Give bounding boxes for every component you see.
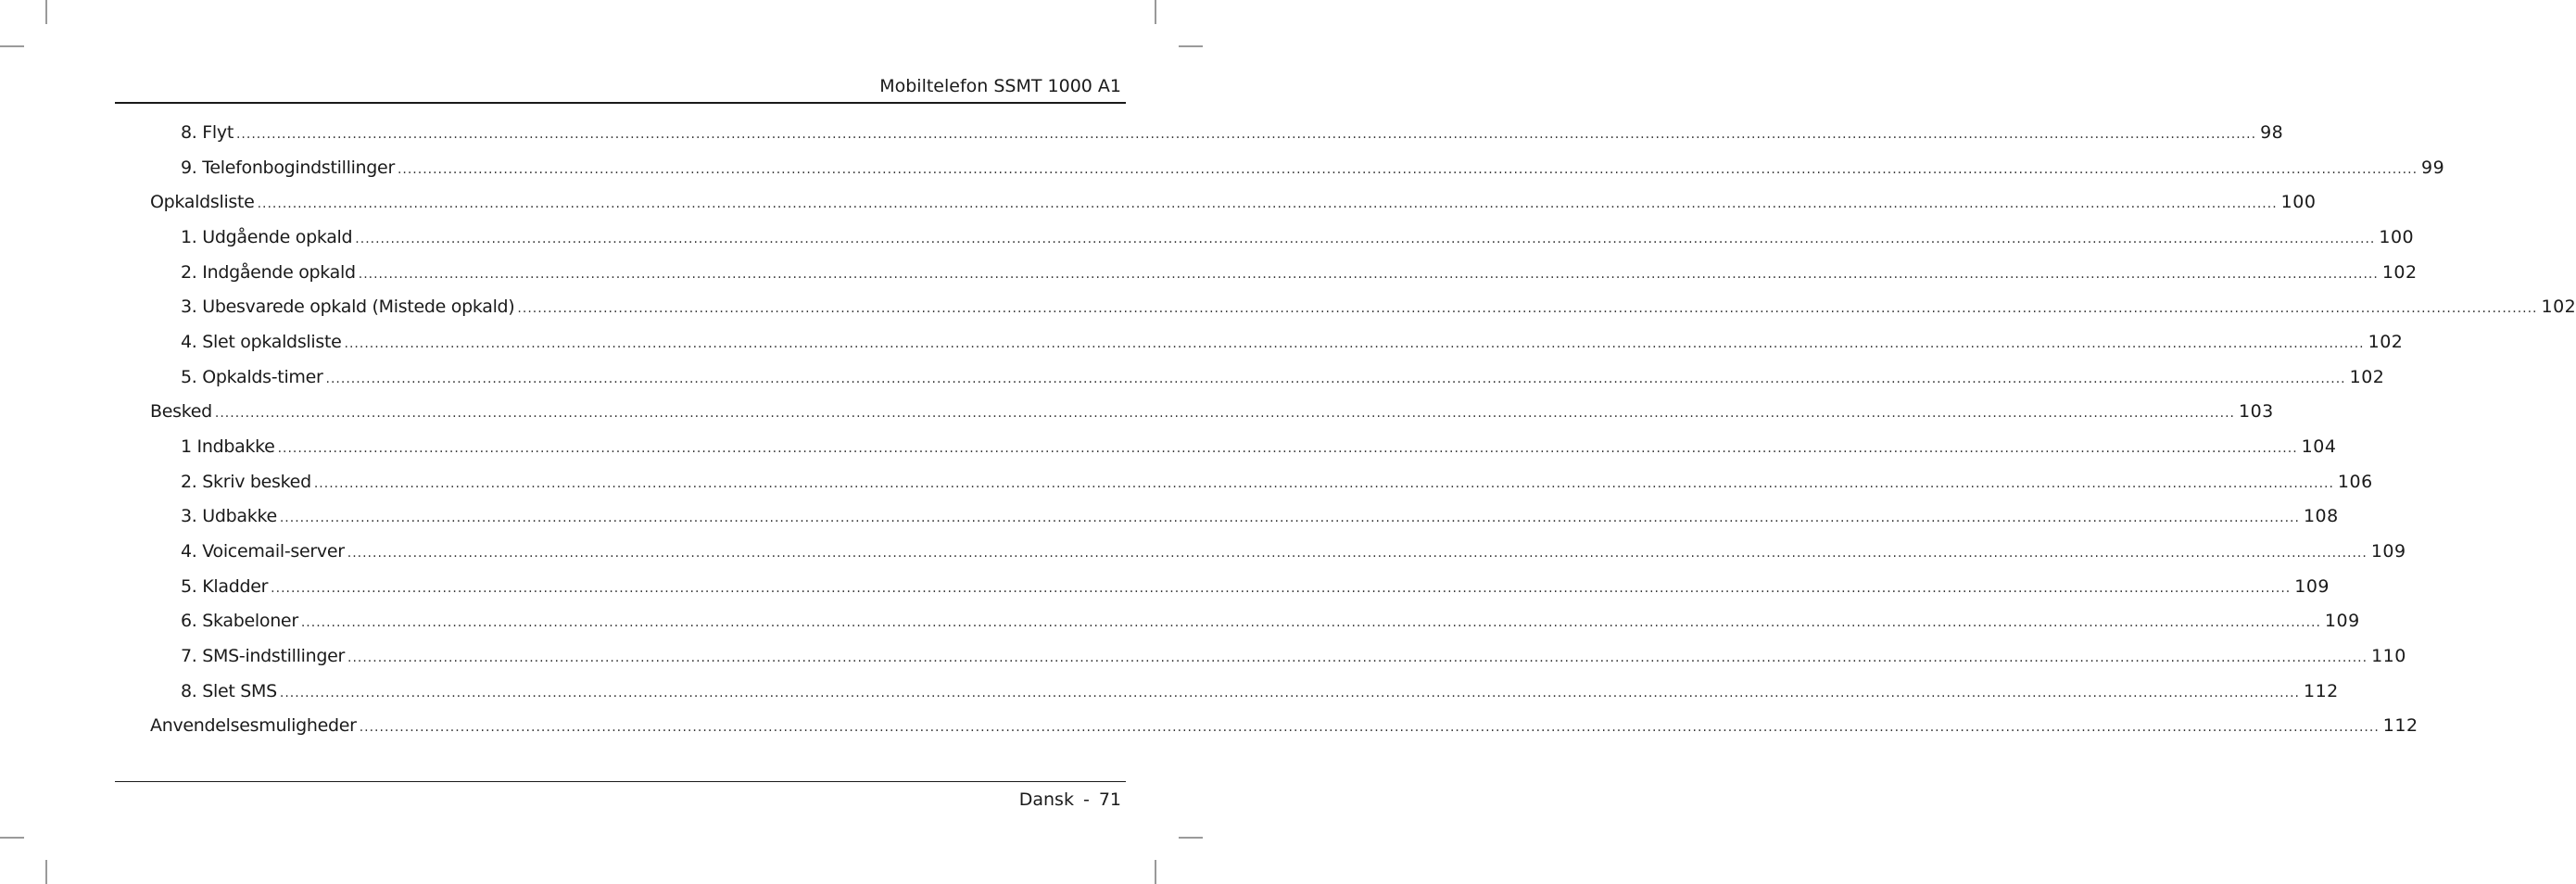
toc-entry-label: 5. Opkalds-timer (181, 366, 323, 387)
toc-dot-leader: ................................................................................................................................................................................................................................................................................................................................................................................................................ (344, 335, 2365, 351)
toc-entry[interactable] (0, 116, 2284, 151)
toc-entry[interactable] (0, 430, 2337, 465)
toc-entry-page: 100 (2379, 226, 2415, 247)
toc-entry-label: Anvendelsesmuligheder (150, 715, 357, 737)
toc-dot-leader: ................................................................................................................................................................................................................................................................................................................................................................................................................ (359, 720, 2380, 736)
toc-entry[interactable] (0, 675, 2339, 710)
toc-entry-page: 109 (2370, 540, 2406, 562)
crop-mark (1155, 0, 1156, 24)
toc-entry-label: 1. Udgående opkald (181, 226, 353, 247)
toc-entry-label: 2. Indgående opkald (181, 261, 356, 283)
toc-dot-leader: ................................................................................................................................................................................................................................................................................................................................................................................................................ (347, 545, 2368, 561)
toc-dot-leader: ................................................................................................................................................................................................................................................................................................................................................................................................................ (277, 440, 2298, 456)
page-footer (1019, 789, 1121, 810)
crop-mark (1179, 45, 1203, 47)
toc-dot-leader: ................................................................................................................................................................................................................................................................................................................................................................................................................ (279, 511, 2300, 526)
toc-entry-page: 110 (2371, 645, 2406, 666)
footer-page-number: 71 (1098, 789, 1121, 810)
toc-dot-leader: ................................................................................................................................................................................................................................................................................................................................................................................................................ (397, 161, 2418, 177)
toc-entry-page: 103 (2238, 401, 2274, 423)
toc-entry[interactable] (0, 325, 2404, 360)
toc-entry-label: Besked (150, 401, 212, 423)
toc-entry[interactable] (0, 290, 2576, 325)
toc-entry[interactable] (0, 499, 2339, 535)
toc-entry-label: 9. Telefonbogindstillinger (181, 157, 395, 178)
toc-entry-label: 2. Skriv besked (181, 471, 311, 492)
toc-dot-leader: ................................................................................................................................................................................................................................................................................................................................................................................................................ (313, 475, 2334, 491)
toc-entry[interactable] (0, 360, 2385, 396)
toc-dot-leader: ................................................................................................................................................................................................................................................................................................................................................................................................................ (257, 196, 2278, 212)
toc-entry-page: 100 (2280, 192, 2317, 213)
toc-entry-label: 3. Udbakke (181, 506, 277, 527)
toc-entry-page: 102 (2541, 297, 2576, 318)
toc-entry[interactable] (0, 570, 2330, 605)
footer-language: Dansk (1018, 789, 1074, 810)
toc-dot-leader: ................................................................................................................................................................................................................................................................................................................................................................................................................ (300, 615, 2321, 631)
toc-entry[interactable] (0, 256, 2418, 291)
crop-mark (0, 837, 24, 839)
footer-separator: - (1082, 789, 1090, 810)
toc-entry-label: 1 Indbakke (181, 436, 275, 457)
toc-entry-page: 102 (2368, 331, 2404, 352)
toc-entry-page: 102 (2349, 366, 2385, 387)
toc-entry[interactable] (0, 465, 2373, 500)
toc-entry-page: 106 (2337, 471, 2373, 492)
crop-mark (1179, 837, 1203, 839)
toc-entry[interactable] (0, 395, 2274, 430)
header-rule (115, 102, 1126, 104)
page-header-title: Mobiltelefon SSMT 1000 A1 (879, 76, 1121, 96)
toc-entry[interactable] (0, 221, 2415, 256)
toc-entry-label: 6. Skabeloner (181, 611, 298, 632)
toc-dot-leader: ................................................................................................................................................................................................................................................................................................................................................................................................................ (517, 301, 2538, 317)
toc-entry-label: Opkaldsliste (150, 192, 255, 213)
toc-entry-page: 99 (2421, 157, 2445, 178)
toc-entry-label: 4. Voicemail-server (181, 540, 345, 562)
toc-entry-page: 102 (2381, 261, 2418, 283)
toc-entry[interactable] (0, 604, 2360, 639)
toc-dot-leader: ................................................................................................................................................................................................................................................................................................................................................................................................................ (325, 371, 2346, 386)
toc-entry[interactable] (0, 709, 2418, 744)
toc-entry-page: 108 (2303, 506, 2339, 527)
toc-entry-label: 8. Slet SMS (181, 680, 277, 701)
footer-rule (115, 781, 1126, 782)
toc-dot-leader: ................................................................................................................................................................................................................................................................................................................................................................................................................ (271, 580, 2292, 596)
toc-entry-label: 7. SMS-indstillinger (181, 645, 345, 666)
toc-entry[interactable] (0, 151, 2445, 186)
toc-entry-page: 112 (2382, 715, 2418, 737)
toc-dot-leader: ................................................................................................................................................................................................................................................................................................................................................................................................................ (214, 406, 2235, 422)
toc-entry-page: 112 (2303, 680, 2339, 701)
toc-dot-leader: ................................................................................................................................................................................................................................................................................................................................................................................................................ (235, 127, 2257, 142)
toc-entry-page: 104 (2301, 436, 2337, 457)
toc-entry-label: 4. Slet opkaldsliste (181, 331, 342, 352)
crop-mark (0, 45, 24, 47)
toc-entry-page: 109 (2294, 575, 2330, 597)
toc-dot-leader: ................................................................................................................................................................................................................................................................................................................................................................................................................ (358, 266, 2379, 282)
table-of-contents (0, 116, 2576, 744)
toc-entry-label: 5. Kladder (181, 575, 269, 597)
toc-entry-label: 8. Flyt (181, 122, 234, 143)
toc-dot-leader: ................................................................................................................................................................................................................................................................................................................................................................................................................ (347, 650, 2368, 665)
crop-mark (45, 860, 47, 884)
toc-dot-leader: ................................................................................................................................................................................................................................................................................................................................................................................................................ (355, 231, 2376, 246)
toc-entry[interactable] (0, 185, 2317, 221)
crop-mark (45, 0, 47, 24)
toc-entry[interactable] (0, 639, 2406, 675)
crop-mark (1155, 860, 1156, 884)
toc-entry-page: 109 (2324, 611, 2360, 632)
toc-entry[interactable] (0, 535, 2406, 570)
toc-entry-label: 3. Ubesvarede opkald (Mistede opkald) (181, 297, 515, 318)
toc-dot-leader: ................................................................................................................................................................................................................................................................................................................................................................................................................ (279, 685, 2300, 701)
toc-entry-page: 98 (2260, 122, 2284, 143)
